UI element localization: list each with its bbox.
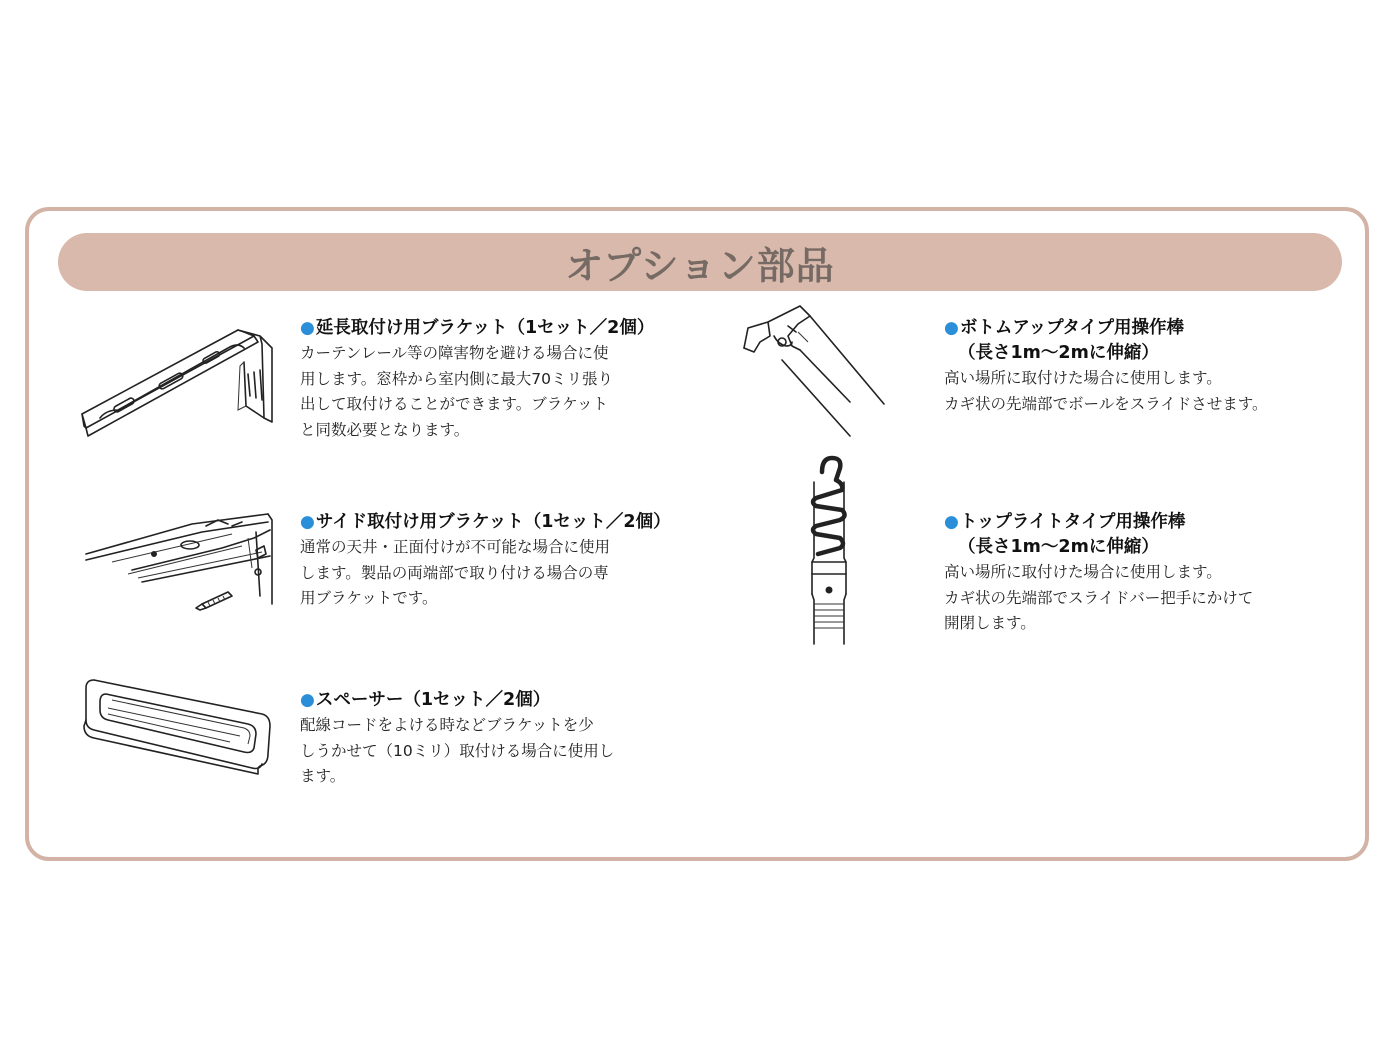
item-description-line: と同数必要となります。 bbox=[300, 420, 470, 439]
bullet-icon: ● bbox=[944, 318, 959, 338]
bullet-icon: ● bbox=[300, 690, 315, 710]
item-extension-bracket bbox=[300, 316, 654, 443]
bullet-icon: ● bbox=[944, 512, 959, 532]
item-description-line: カーテンレール等の障害物を避ける場合に使 bbox=[300, 344, 609, 362]
bullet-icon: ● bbox=[300, 318, 315, 338]
item-top-light-rod bbox=[944, 510, 1253, 637]
extension-bracket-icon bbox=[78, 322, 278, 444]
item-description-line: しうかせて（10ミリ）取付ける場合に使用し bbox=[300, 741, 615, 760]
item-title: ●スペーサー（1セット／2個） bbox=[300, 690, 551, 710]
item-description-line: カギ状の先端部でスライドバー把手にかけて bbox=[944, 588, 1254, 607]
item-description-line: 高い場所に取付けた場合に使用します。 bbox=[944, 563, 1222, 581]
item-title: ●延長取付け用ブラケット（1セット／2個） bbox=[300, 318, 655, 338]
item-description-line: 用ブラケットです。 bbox=[300, 589, 438, 607]
bottom-up-rod-icon bbox=[738, 302, 890, 446]
item-description-line: します。製品の両端部で取り付ける場合の専 bbox=[300, 563, 609, 582]
item-title: ●トップライトタイプ用操作棒 bbox=[944, 512, 1186, 532]
item-subtitle: （長さ1m〜2mに伸縮） bbox=[958, 537, 1159, 557]
item-description-line: 通常の天井・正面付けが不可能な場合に使用 bbox=[300, 538, 611, 556]
item-description-line: 用します。窓枠から室内側に最大70ミリ張り bbox=[300, 369, 613, 388]
page-title: オプション部品 bbox=[565, 243, 835, 288]
bullet-icon: ● bbox=[300, 512, 315, 532]
item-description-line: カギ状の先端部でボールをスライドさせます。 bbox=[944, 394, 1268, 413]
top-light-rod-icon bbox=[800, 454, 856, 650]
spacer-icon bbox=[80, 676, 276, 782]
item-title: ●サイド取付け用ブラケット（1セット／2個） bbox=[300, 512, 671, 532]
item-description-line: 配線コードをよける時などブラケットを少 bbox=[300, 716, 594, 734]
item-spacer bbox=[300, 688, 614, 790]
item-description-line: 高い場所に取付けた場合に使用します。 bbox=[944, 369, 1222, 387]
item-description-line: 開閉します。 bbox=[944, 614, 1036, 632]
item-subtitle: （長さ1m〜2mに伸縮） bbox=[958, 343, 1159, 363]
item-description-line: ます。 bbox=[300, 767, 346, 785]
item-title: ●ボトムアップタイプ用操作棒 bbox=[944, 318, 1185, 338]
side-bracket-icon bbox=[82, 512, 278, 624]
item-side-bracket bbox=[300, 510, 671, 612]
item-description-line: 出して取付けることができます。ブラケット bbox=[300, 395, 608, 413]
item-bottom-up-rod bbox=[944, 316, 1268, 417]
title-bar bbox=[58, 233, 1342, 291]
